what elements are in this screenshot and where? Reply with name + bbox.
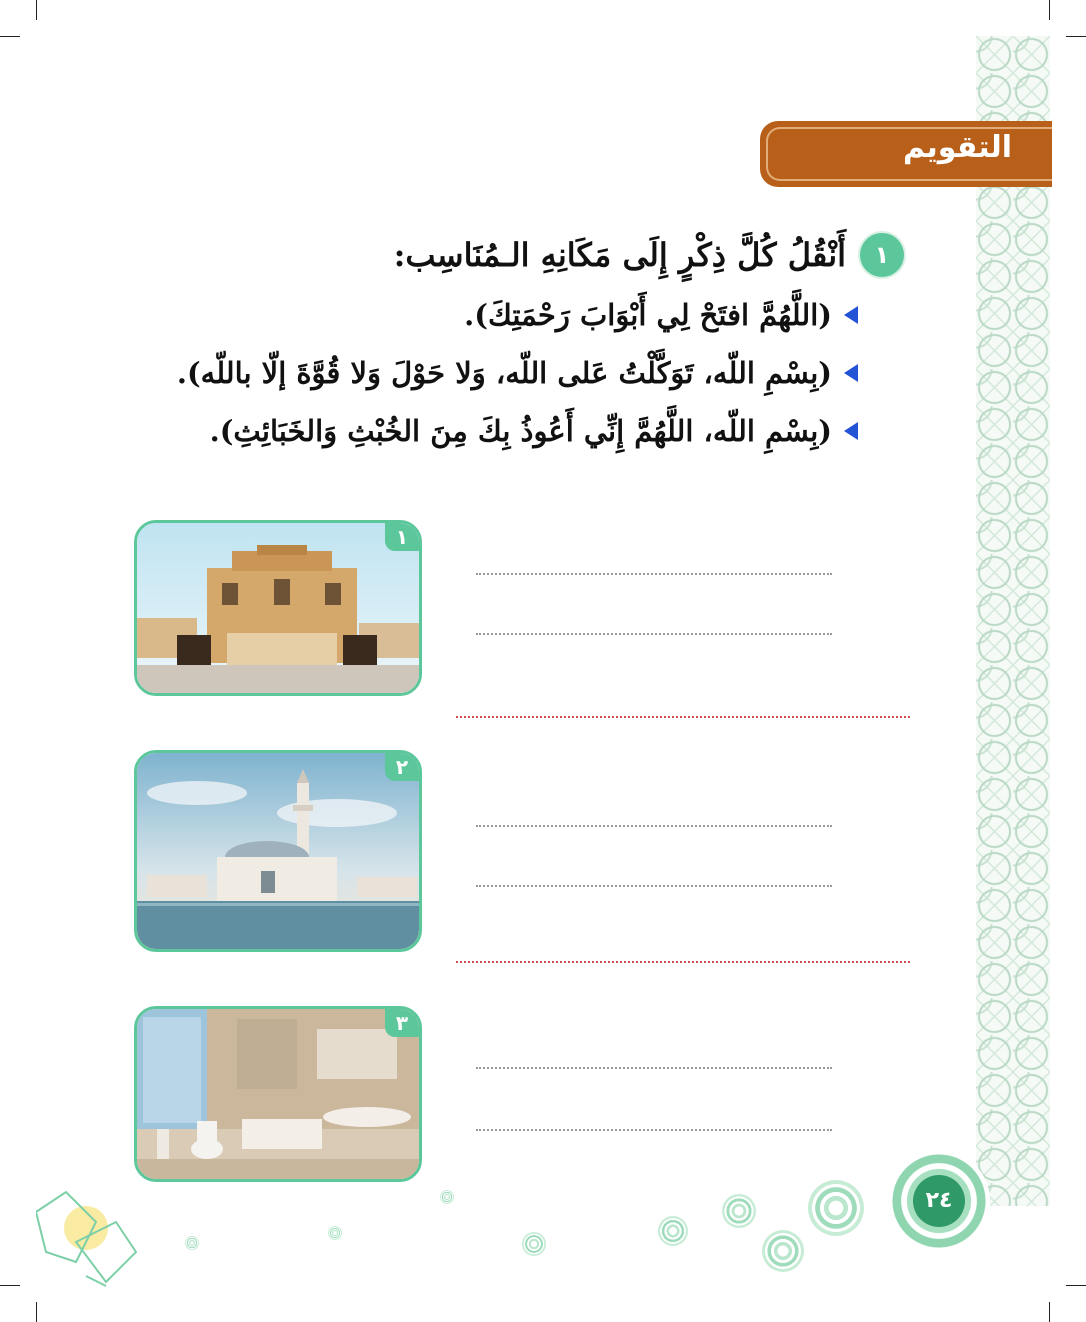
- dhikr-text: (بِسْمِ اللّه، اللَّهُمَّ إِنِّي أَعُوذُ بِكَ مِنَ الخُبْثِ وَالخَبَائِثِ).: [209, 414, 832, 448]
- photo-number: ٣: [385, 1009, 419, 1037]
- crop-mark: [1066, 1285, 1086, 1286]
- bathroom-illustration: [137, 1009, 419, 1179]
- rosette-ornament: [722, 1194, 756, 1228]
- page-number: ٢٤: [913, 1175, 965, 1227]
- photo-number: ١: [385, 523, 419, 551]
- crop-mark: [36, 1302, 37, 1322]
- answer-line[interactable]: [476, 573, 832, 575]
- answer-line[interactable]: [476, 633, 832, 635]
- answer-line[interactable]: [476, 1067, 832, 1069]
- dhikr-text: (بِسْمِ اللّه، تَوَكَّلْتُ عَلى اللّه، وَلا حَوْلَ وَلا قُوَّةَ إلّا باللّه).: [176, 356, 832, 390]
- photo-number: ٢: [385, 753, 419, 781]
- crop-mark: [1049, 1302, 1050, 1322]
- triangle-bullet-icon: [844, 422, 858, 440]
- photo-mosque: [134, 750, 422, 952]
- answer-line[interactable]: [476, 825, 832, 827]
- rosette-ornament: [762, 1230, 804, 1272]
- photo-bathroom: [134, 1006, 422, 1182]
- answer-line[interactable]: [476, 885, 832, 887]
- dhikr-item: [177, 356, 858, 390]
- dhikr-item: [210, 414, 858, 448]
- crop-mark: [36, 0, 37, 20]
- rosette-ornament: [328, 1226, 342, 1240]
- section-header: [760, 121, 1052, 187]
- triangle-bullet-icon: [844, 306, 858, 324]
- rosette-ornament: [658, 1216, 688, 1246]
- answer-line[interactable]: [476, 1129, 832, 1131]
- question-text: أَنْقُلُ كُلَّ ذِكْرٍ إِلَى مَكَانِهِ الـمُنَاسِب:: [393, 236, 846, 274]
- geometric-decoration: [36, 1182, 146, 1292]
- rosette-ornament: [808, 1180, 864, 1236]
- section-title: التقويم: [903, 130, 1012, 165]
- dhikr-text: (اللَّهُمَّ افتَحْ لِي أَبْوَابَ رَحْمَتِكَ).: [464, 298, 832, 332]
- crop-mark: [1066, 36, 1086, 37]
- dhikr-item: [464, 298, 858, 332]
- triangle-bullet-icon: [844, 364, 858, 382]
- separator-line: [456, 716, 910, 718]
- photo-house: [134, 520, 422, 696]
- mosque-illustration: [137, 753, 419, 949]
- side-pattern-strip: [976, 36, 1050, 1206]
- question-number: ١: [860, 233, 904, 277]
- rosette-ornament: [185, 1236, 199, 1250]
- crop-mark: [0, 36, 20, 37]
- rosette-ornament: [522, 1232, 546, 1256]
- crop-mark: [0, 1285, 20, 1286]
- house-illustration: [137, 523, 419, 693]
- crop-mark: [1049, 0, 1050, 20]
- separator-line: [456, 961, 910, 963]
- rosette-ornament: [440, 1190, 454, 1204]
